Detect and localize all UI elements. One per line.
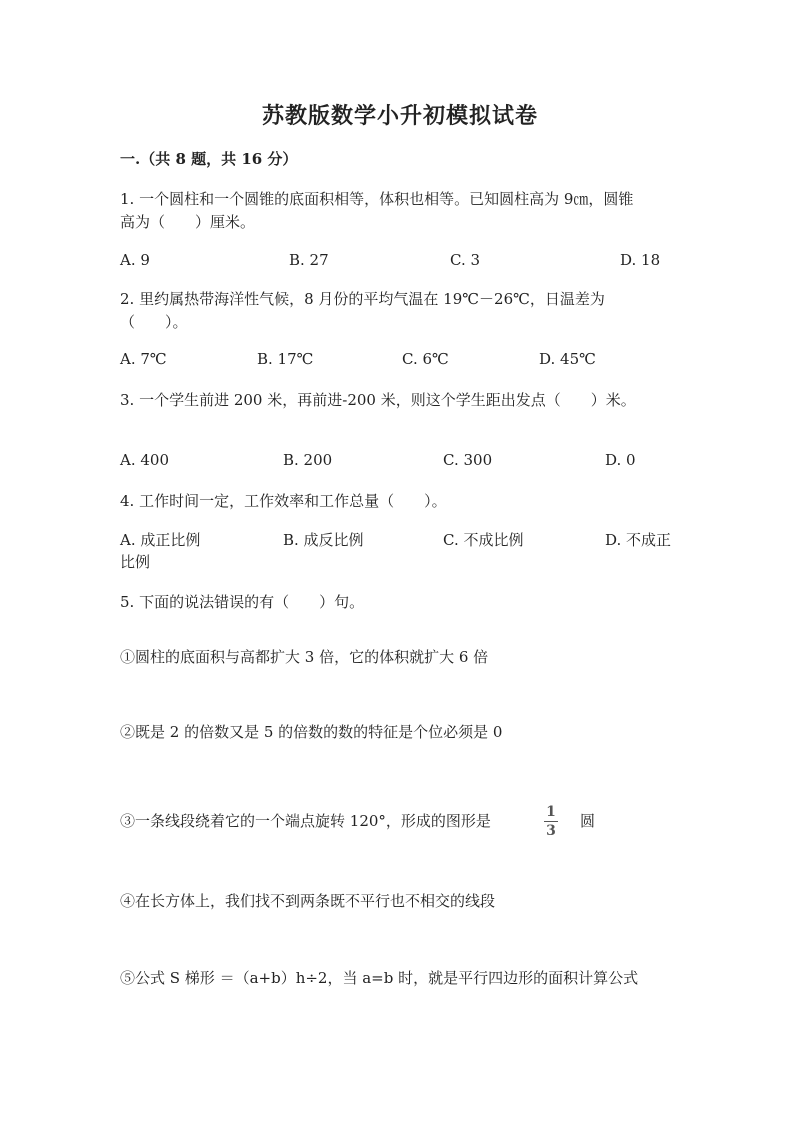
q4-option-b: B. 成反比例 (283, 531, 364, 549)
fraction-denominator: 3 (546, 823, 556, 839)
q5-statement-1: ①圆柱的底面积与高都扩大 3 倍，它的体积就扩大 6 倍 (120, 648, 489, 666)
q4-line1: 4. 工作时间一定，工作效率和工作总量（ ）。 (120, 492, 447, 510)
q5-statement-4: ④在长方体上，我们找不到两条既不平行也不相交的线段 (120, 892, 496, 910)
q4-option-d-wrap: 比例 (120, 553, 151, 571)
q1-option-b: B. 27 (289, 251, 329, 269)
q3-option-b: B. 200 (283, 451, 333, 469)
q5-line1: 5. 下面的说法错误的有（ ）句。 (120, 593, 365, 611)
q1-option-c: C. 3 (450, 251, 481, 269)
q5-statement-2: ②既是 2 的倍数又是 5 的倍数的数的特征是个位必须是 0 (120, 723, 503, 741)
q5-statement-3: ③一条线段绕着它的一个端点旋转 120°，形成的图形是 (120, 812, 491, 830)
q5-statement-5: ⑤公式 S 梯形 ＝（a+b）h÷2，当 a=b 时，就是平行四边形的面积计算公式 (120, 969, 639, 987)
fraction-one-third (544, 804, 558, 839)
q1-option-a: A. 9 (120, 251, 150, 269)
q5-statement-3-end: 圆 (580, 812, 596, 830)
q2-option-d: D. 45℃ (539, 350, 596, 368)
q2-line2: （ ）。 (120, 313, 188, 331)
section-heading: 一.（共 8 题，共 16 分） (120, 150, 298, 168)
q3-line1: 3. 一个学生前进 200 米，再前进-200 米，则这个学生距出发点（ ）米。 (120, 391, 636, 409)
q4-option-d: D. 不成正 (605, 531, 672, 549)
page-title: 苏教版数学小升初模拟试卷 (261, 103, 538, 129)
q1-line2: 高为（ ）厘米。 (120, 213, 256, 231)
fraction-bar (544, 821, 558, 822)
q2-line1: 2. 里约属热带海洋性气候，8 月份的平均气温在 19℃－26℃，日温差为 (120, 290, 605, 308)
q4-option-a: A. 成正比例 (120, 531, 201, 549)
q1-line1: 1. 一个圆柱和一个圆锥的底面积相等，体积也相等。已知圆柱高为 9㎝，圆锥 (120, 190, 634, 208)
q3-option-c: C. 300 (443, 451, 493, 469)
fraction-numerator: 1 (546, 804, 556, 820)
q1-option-d: D. 18 (620, 251, 661, 269)
q4-option-c: C. 不成比例 (443, 531, 524, 549)
q2-option-c: C. 6℃ (402, 350, 449, 368)
q3-option-d: D. 0 (605, 451, 636, 469)
q2-option-b: B. 17℃ (257, 350, 314, 368)
q2-option-a: A. 7℃ (120, 350, 167, 368)
q3-option-a: A. 400 (120, 451, 169, 469)
